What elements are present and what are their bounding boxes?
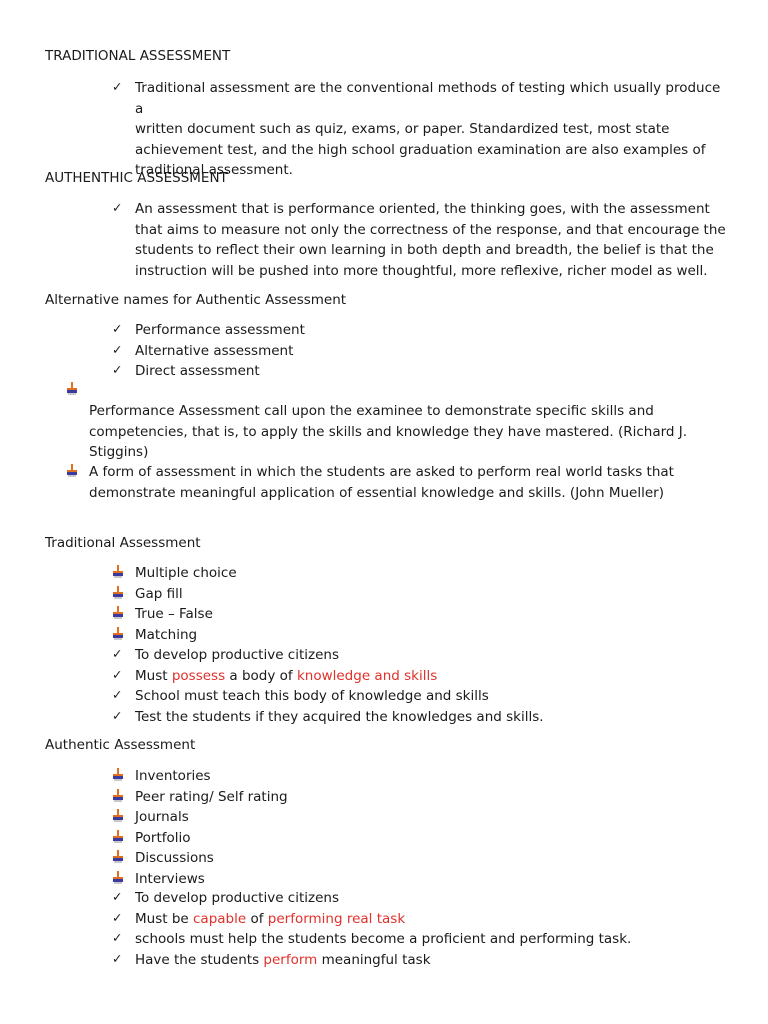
list-item-label: Journals [135, 809, 189, 825]
list-item [112, 645, 728, 666]
line: Traditional assessment are the conventional methods of testing which usually produce a [135, 80, 721, 117]
checkmark-icon: ✓ [112, 889, 123, 904]
checkmark-icon: ✓ [112, 362, 123, 377]
line: demonstrate meaningful application of essential knowledge and skills. (John Mueller) [89, 484, 664, 501]
line: An assessment that is performance oriented, the thinking goes, with the assessment [135, 201, 710, 217]
hand-pointer-icon [112, 766, 135, 787]
line: achievement test, and the high school graduation examination are also examples of [135, 141, 706, 158]
list-item [112, 604, 728, 625]
quote-mueller [66, 462, 738, 503]
list-item-label: Peer rating/ Self rating [135, 788, 288, 805]
line: students to reflect their own learning in both depth and breadth, the belief is that the [135, 242, 714, 258]
list-item-label: Interviews [135, 870, 205, 887]
list-item [112, 584, 728, 605]
hand-pointer-icon [112, 625, 135, 646]
list-item [112, 199, 728, 281]
hand-pointer-icon [66, 462, 89, 503]
heading-authentic-list: Authentic Assessment [45, 737, 196, 753]
text-run: Have the students [135, 951, 264, 968]
heading-traditional: TRADITIONAL ASSESSMENT [45, 48, 231, 64]
list-item-label: Multiple choice [135, 565, 237, 581]
list-item-label: Matching [135, 626, 198, 643]
checkmark-icon: ✓ [112, 341, 123, 357]
list-item [112, 563, 728, 584]
line: A form of assessment in which the students are asked to perform real world tasks that [89, 464, 674, 480]
hand-pointer-icon [112, 848, 135, 869]
list-item [112, 950, 728, 971]
list-item-label: To develop productive citizens [135, 647, 340, 663]
highlighted-text: performing real task [267, 910, 406, 927]
list-item [112, 888, 728, 909]
highlighted-text: possess [171, 667, 226, 684]
quote-stiggins [66, 401, 738, 463]
list-item [112, 707, 728, 728]
list-item-label [135, 666, 728, 687]
list-item-label: Discussions [135, 850, 214, 866]
line: written document such as quiz, exams, or paper. Standardized test, most state [135, 121, 670, 137]
line: Stiggins) [89, 444, 149, 460]
list-item-label: Gap fill [135, 585, 183, 602]
list-item [112, 869, 728, 890]
text-run: meaningful task [317, 951, 431, 968]
text-run: a body of [225, 667, 297, 684]
checkmark-icon: ✓ [112, 646, 123, 661]
text-run: Must [135, 667, 172, 684]
list-item-label: Performance assessment [135, 322, 305, 338]
list-item [112, 686, 728, 707]
list-item [112, 909, 728, 930]
list-item [112, 766, 728, 787]
checkmark-icon: ✓ [112, 321, 123, 336]
list-item [112, 828, 728, 849]
list-item [112, 341, 728, 362]
hand-pointer-icon [112, 828, 135, 849]
list-item-label: Direct assessment [135, 363, 260, 379]
checkmark-icon: ✓ [112, 950, 123, 966]
text-run: of [246, 910, 268, 927]
list-item [112, 320, 728, 341]
list-item-label: Alternative assessment [135, 342, 294, 359]
hand-pointer-icon [66, 380, 89, 401]
hand-pointer-icon [112, 807, 135, 828]
list-item [112, 929, 728, 950]
list-item-label [135, 909, 728, 930]
checkmark-icon: ✓ [112, 200, 123, 215]
highlighted-text: knowledge and skills [296, 667, 438, 684]
list-item [112, 666, 728, 687]
list-item [112, 361, 728, 382]
checkmark-icon: ✓ [112, 687, 123, 702]
checkmark-icon: ✓ [112, 79, 123, 94]
line: competencies, that is, to apply the skills and knowledge they have mastered. (Richard J. [89, 423, 688, 440]
list-item [112, 78, 728, 181]
heading-alternative-names: Alternative names for Authentic Assessment [45, 292, 347, 308]
hand-pointer-icon [112, 604, 135, 625]
line: Performance Assessment call upon the examinee to demonstrate specific skills and [89, 403, 654, 419]
text-run: Must be [135, 910, 193, 927]
list-item-label: Test the students if they acquired the knowledges and skills. [135, 708, 544, 725]
hand-pointer-icon [112, 869, 135, 890]
paragraph-authentic-definition [135, 199, 728, 281]
list-item [112, 787, 728, 808]
highlighted-text: capable [193, 910, 247, 927]
list-item-label: To develop productive citizens [135, 890, 340, 906]
heading-authentic: AUTHENTHIC ASSESSMENT [45, 170, 228, 186]
list-item [66, 380, 738, 401]
checkmark-icon: ✓ [112, 666, 123, 682]
list-item [112, 848, 728, 869]
list-item-label: Portfolio [135, 829, 191, 846]
hand-pointer-icon [112, 787, 135, 808]
line: instruction will be pushed into more thoughtful, more reflexive, richer model as well. [135, 262, 708, 279]
list-item-label: True – False [135, 606, 213, 622]
list-item [112, 625, 728, 646]
paragraph-traditional-definition [135, 78, 728, 181]
highlighted-text: perform [263, 951, 318, 968]
list-item-label: schools must help the students become a proficient and performing task. [135, 931, 632, 947]
hand-pointer-icon [112, 563, 135, 584]
list-item-label: Inventories [135, 768, 211, 784]
hand-pointer-icon [112, 584, 135, 605]
line: traditional assessment. [135, 162, 293, 178]
list-item [112, 807, 728, 828]
list-item-label: School must teach this body of knowledge and skills [135, 688, 489, 704]
heading-traditional-list: Traditional Assessment [45, 535, 201, 551]
checkmark-icon: ✓ [112, 930, 123, 945]
line: that aims to measure not only the correctness of the response, and that encourage the [135, 221, 726, 238]
list-item-label [135, 950, 728, 971]
checkmark-icon: ✓ [112, 707, 123, 723]
checkmark-icon: ✓ [112, 909, 123, 925]
